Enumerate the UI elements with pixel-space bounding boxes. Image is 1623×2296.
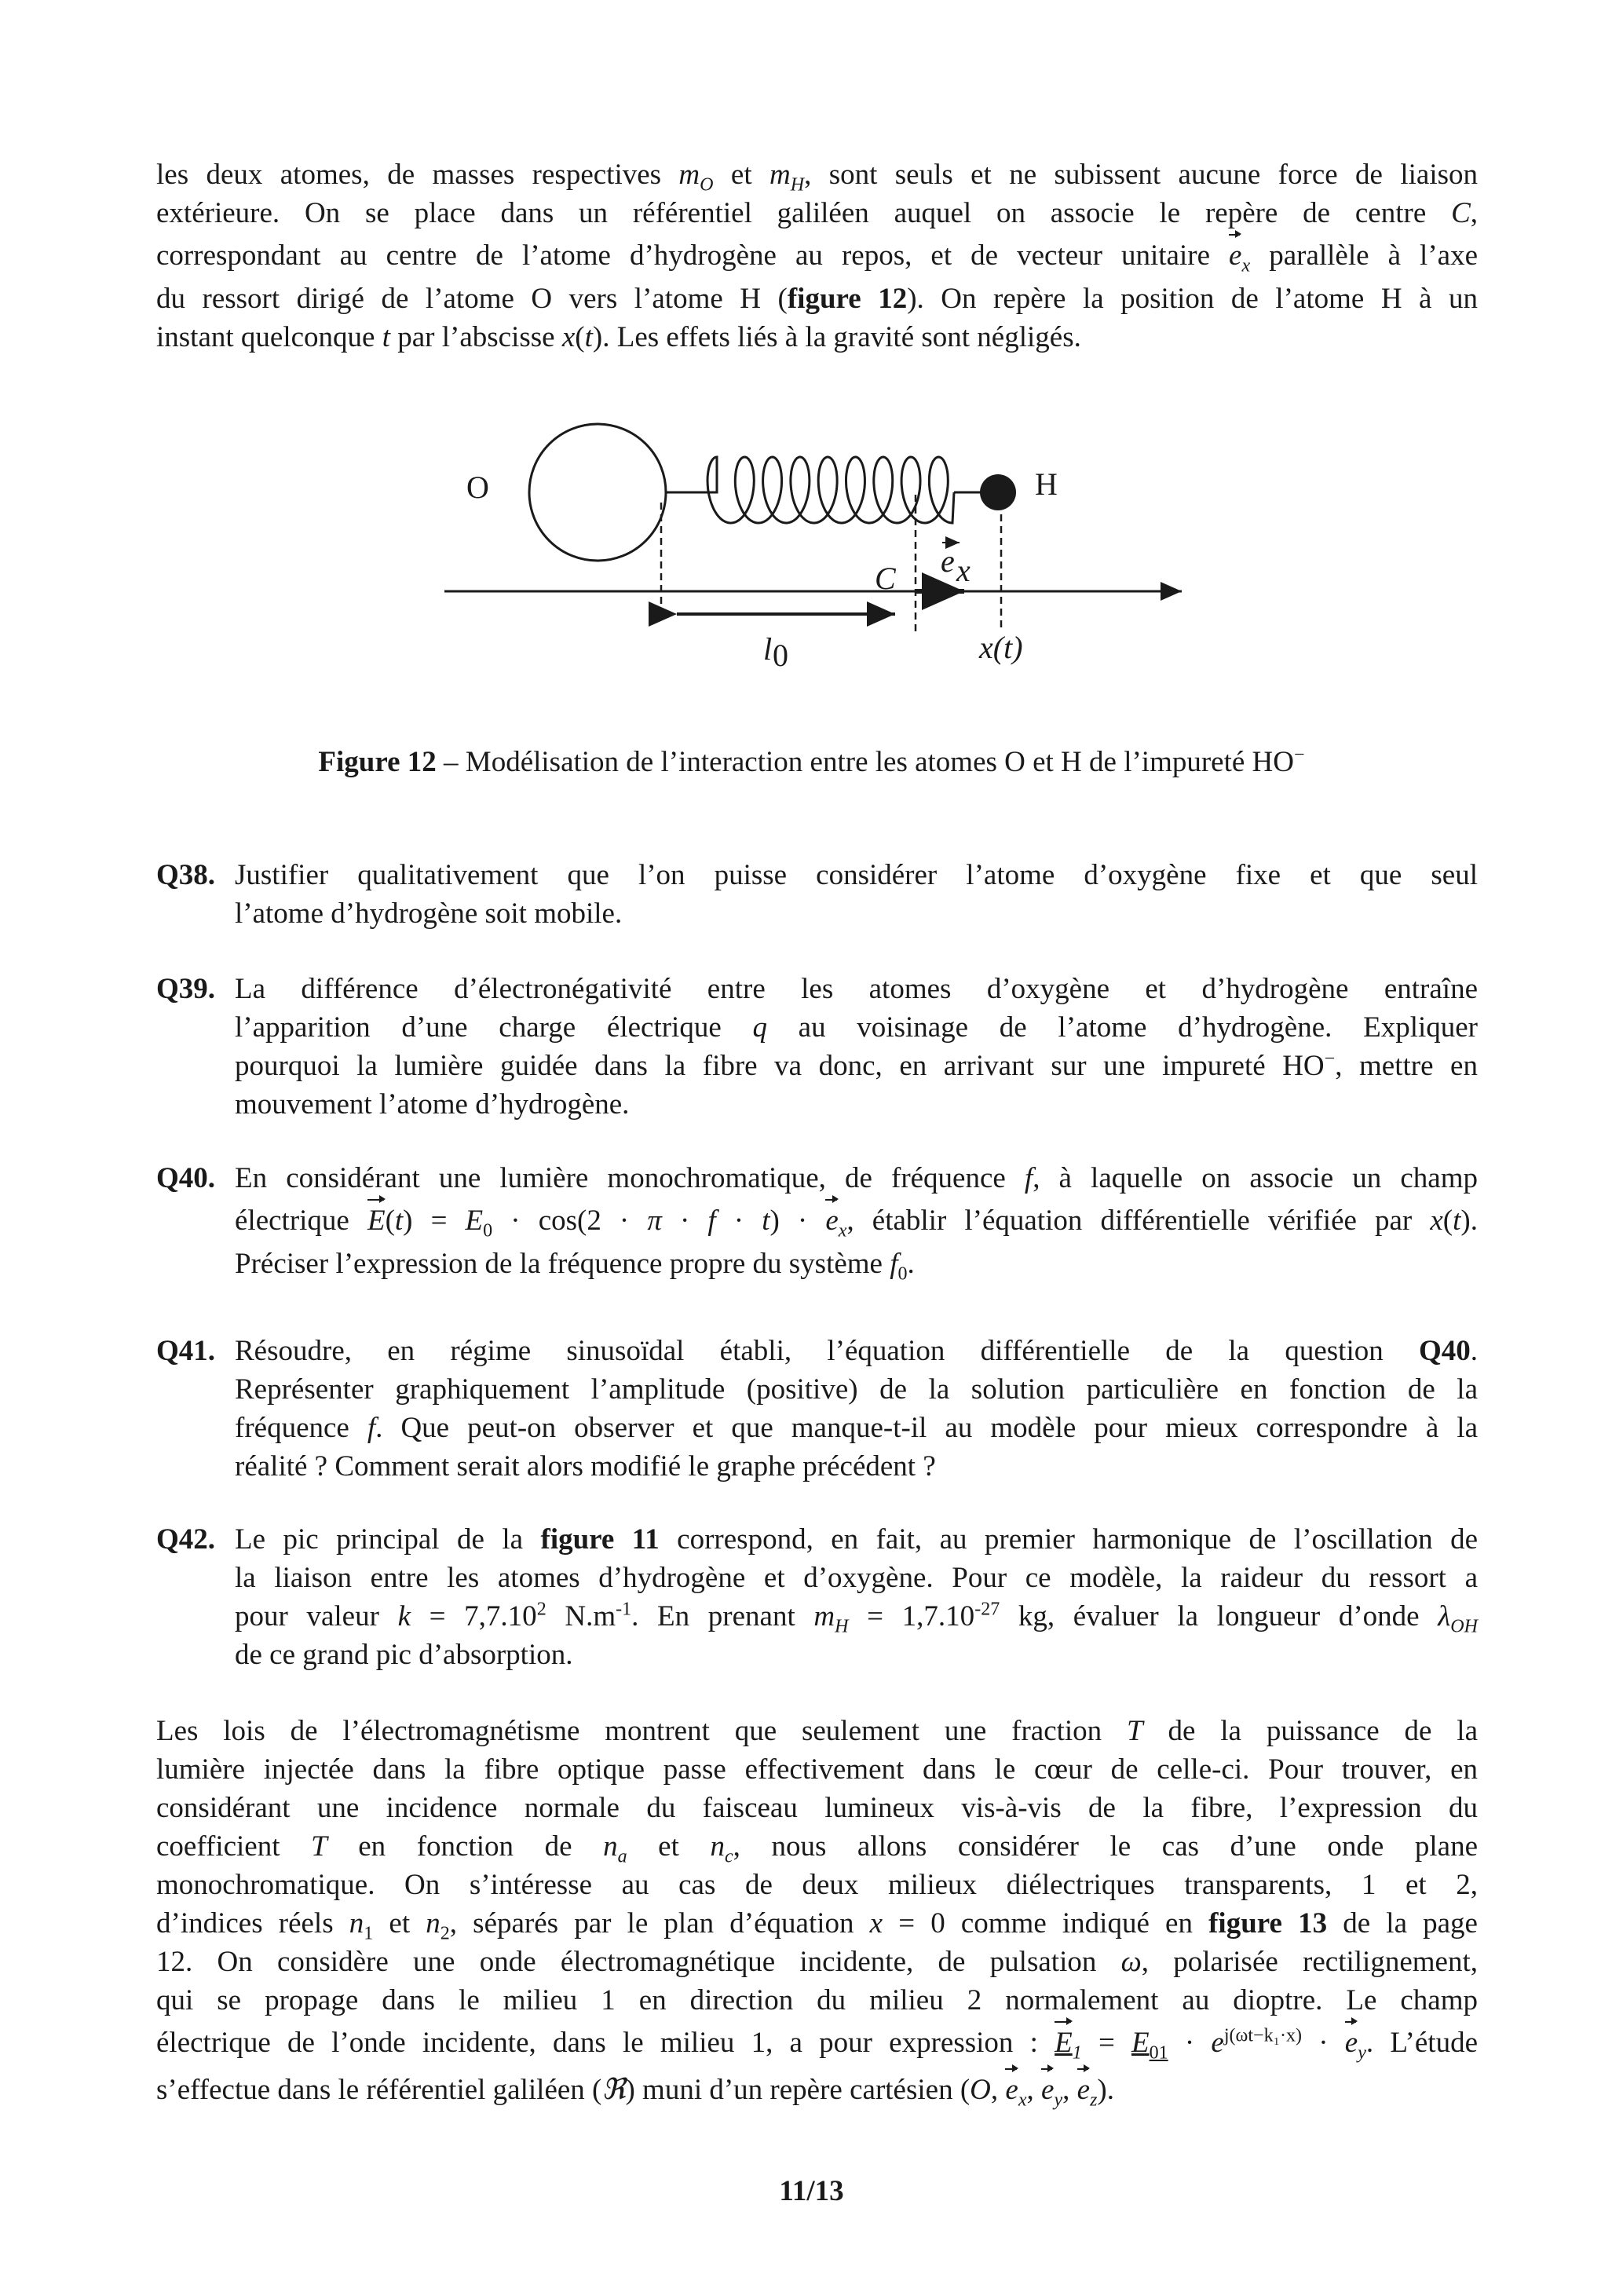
question-label: Q40.: [156, 1162, 216, 1194]
subscript: O: [700, 174, 714, 196]
superscript: -1: [616, 1599, 632, 1620]
italic-text: O: [970, 2074, 991, 2106]
text-run: = 0 comme indiqué en: [883, 1907, 1209, 1940]
question-text: [235, 970, 1478, 1124]
text-line: [235, 1520, 1478, 1559]
vector-subscript: x: [838, 1220, 847, 1241]
subscript: 2: [440, 1923, 450, 1944]
text-line: [235, 1409, 1478, 1447]
text-run: la liaison entre les atomes d’hydrogène et d’oxygène. Pour ce modèle, la raideur du ressort a: [235, 1562, 1478, 1594]
text-run: La différence d’électronégativité entre les atomes d’oxygène et d’hydrogène entraîne: [235, 973, 1478, 1005]
text-run: de la puissance de la: [1142, 1715, 1479, 1747]
oxygen-label: O: [466, 470, 489, 505]
italic-text: q: [752, 1011, 767, 1044]
text-run: pour valeur: [235, 1600, 398, 1632]
question-q41: [156, 1332, 1478, 1486]
vector-subscript: x: [1241, 255, 1251, 276]
vector-arrow-icon: e: [1345, 2020, 1358, 2067]
text-run: = 1,7.10: [848, 1600, 975, 1632]
text-run: Les lois de l’électromagnétisme montrent que seulement une fraction: [156, 1715, 1128, 1747]
text-run: du ressort dirigé de l’atome O vers l’atome H (: [156, 283, 788, 315]
subscript: H: [790, 174, 805, 196]
vector-symbol: [1055, 2027, 1082, 2064]
text-run: ·: [1168, 2027, 1212, 2059]
italic-text: f: [367, 1412, 376, 1444]
text-run: , sont seuls et ne subissent aucune force de liaison: [804, 159, 1478, 191]
text-run: ) =: [403, 1205, 466, 1237]
l0-label: l: [763, 631, 773, 667]
text-line: [235, 1636, 1478, 1674]
text-run: l’apparition d’une charge électrique: [235, 1011, 753, 1044]
subscript: c: [724, 1846, 733, 1867]
text-run: ). On repère la position de l’atome H à un: [907, 283, 1478, 315]
italic-text: n: [349, 1907, 364, 1940]
text-line: [235, 1447, 1478, 1486]
italic-text: m: [678, 159, 700, 191]
text-run: Justifier qualitativement que l’on puisse considérer l’atome d’oxygène fixe et que seul: [235, 859, 1478, 891]
text-run: ). Les effets liés à la gravité sont négligés.: [592, 321, 1081, 353]
italic-text: f: [1024, 1162, 1033, 1194]
text-line: [235, 1085, 1478, 1124]
bold-text: Figure 12: [318, 746, 437, 778]
text-line: [156, 1904, 1478, 1943]
vector-arrow-icon: e: [825, 1197, 838, 1245]
text-run: ·: [661, 1205, 708, 1237]
text-run: en fonction de: [327, 1830, 604, 1863]
italic-text: C: [1451, 197, 1471, 229]
italic-text: T: [1127, 1715, 1143, 1747]
text-line: [156, 1712, 1478, 1750]
italic-text: m: [813, 1600, 835, 1632]
italic-text: e: [1211, 2027, 1224, 2059]
text-run: au voisinage de l’atome d’hydrogène. Expliquer: [766, 1011, 1478, 1044]
text-run: (: [1442, 1205, 1453, 1237]
text-run: =: [1081, 2027, 1132, 2059]
italic-text: x: [561, 321, 576, 353]
text-line: [156, 1943, 1478, 1981]
superscript: −: [1324, 1048, 1336, 1069]
text-run: par l’abscisse: [390, 321, 562, 353]
figure-12-diagram: [0, 0, 1623, 707]
closing-paragraph: [156, 1712, 1478, 2114]
text-run: ,: [1062, 2074, 1077, 2106]
text-line: [235, 970, 1478, 1008]
text-line: [156, 1789, 1478, 1827]
text-line: [156, 1750, 1478, 1789]
italic-text: λ: [1438, 1600, 1451, 1632]
question-text: [235, 856, 1478, 933]
question-text: [235, 1159, 1478, 1283]
subscript: H: [835, 1616, 849, 1637]
vector-subscript: 1: [1072, 2042, 1082, 2064]
text-line: [235, 1159, 1478, 1197]
text-run: correspond, en fait, au premier harmonique de l’oscillation de: [659, 1523, 1478, 1556]
text-line: [235, 1245, 1478, 1283]
text-run: l’atome d’hydrogène soit mobile.: [235, 898, 623, 930]
vector-subscript: z: [1090, 2089, 1098, 2111]
text-run: ).: [1097, 2074, 1114, 2106]
vector-arrow-icon: e: [1005, 2067, 1018, 2114]
text-run: considérant une incidence normale du faisceau lumineux vis-à-vis de la fibre, l’expression du: [156, 1792, 1478, 1824]
vector-symbol: [1041, 2074, 1063, 2111]
vector-symbol: [1005, 2074, 1027, 2111]
ex-label: e: [941, 543, 955, 579]
text-run: . En prenant: [631, 1600, 814, 1632]
vector-arrow-icon: E: [367, 1197, 386, 1245]
subscript: 1: [364, 1923, 374, 1944]
bold-text: Q40: [1418, 1335, 1471, 1367]
text-run: ).: [1460, 1205, 1478, 1237]
question-text: [235, 1520, 1478, 1674]
italic-text: x: [869, 1907, 883, 1940]
text-line: [235, 1559, 1478, 1597]
text-run: qui se propage dans le milieu 1 en direction du milieu 2 normalement au dioptre. Le champ: [156, 1984, 1478, 2016]
text-run: 12. On considère une onde électromagnétique incidente, de pulsation: [156, 1946, 1121, 1978]
text-run: pourquoi la lumière guidée dans la fibre va donc, en arrivant sur une impureté HO: [235, 1050, 1325, 1082]
text-run: ) muni d’un repère cartésien (: [625, 2074, 971, 2106]
question-label: Q39.: [156, 973, 216, 1005]
text-run: .: [907, 1248, 915, 1280]
text-line: [235, 1597, 1478, 1636]
italic-text: ℜ: [601, 2074, 626, 2106]
italic-text: k: [397, 1600, 411, 1632]
bold-text: figure 13: [1208, 1907, 1328, 1940]
text-run: , séparés par le plan d’équation: [449, 1907, 870, 1940]
text-run: et: [627, 1830, 711, 1863]
superscript: −: [1294, 744, 1305, 766]
text-run: correspondant au centre de l’atome d’hydrogène au repos, et de vecteur unitaire: [156, 239, 1230, 272]
l0-subscript: 0: [773, 638, 788, 673]
superscript: -27: [974, 1599, 1000, 1620]
text-run: Préciser l’expression de la fréquence propre du système: [235, 1248, 890, 1280]
text-line: [156, 1866, 1478, 1904]
text-run: · cos(2 ·: [492, 1205, 648, 1237]
text-run: électrique de l’onde incidente, dans le milieu 1, a pour expression :: [156, 2027, 1055, 2059]
text-run: instant quelconque: [156, 321, 382, 353]
vector-arrow-icon: e: [1077, 2067, 1090, 2114]
question-text: [235, 1332, 1478, 1486]
text-run: de ce grand pic d’absorption.: [235, 1639, 573, 1671]
question-label: Q41.: [156, 1335, 216, 1367]
hydrogen-atom: [980, 474, 1016, 510]
spring: [707, 457, 954, 523]
text-run: Le pic principal de la: [235, 1523, 541, 1556]
subscript: 0: [483, 1220, 493, 1241]
italic-text: x: [1430, 1205, 1443, 1237]
text-run: lumière injectée dans la fibre optique passe effectivement dans le cœur de celle-ci. Pour trouver, en: [156, 1753, 1478, 1786]
underlined-symbol: E: [1131, 2027, 1150, 2059]
ex-subscript: x: [956, 553, 971, 588]
italic-text: m: [769, 159, 791, 191]
text-line: [156, 1981, 1478, 2020]
text-run: kg, évaluer la longueur d’onde: [1000, 1600, 1438, 1632]
vector-symbol: [367, 1205, 386, 1237]
text-run: , mettre en: [1335, 1050, 1478, 1082]
text-run: extérieure. On se place dans un référentiel galiléen auquel on associe le repère de centre: [156, 197, 1452, 229]
text-line: [156, 1827, 1478, 1866]
text-line: [235, 1197, 1478, 1245]
page-number: 11/13: [779, 2175, 844, 2207]
italic-text: E: [465, 1205, 484, 1237]
text-run: Représenter graphiquement l’amplitude (positive) de la solution particulière en fonction de la: [235, 1373, 1478, 1406]
question-q38: [156, 856, 1478, 933]
text-run: ,: [1470, 197, 1478, 229]
text-run: fréquence: [235, 1412, 367, 1444]
hydrogen-label: H: [1035, 466, 1058, 502]
text-line: [235, 1370, 1478, 1409]
vector-symbol: [825, 1205, 847, 1241]
text-run: d’indices réels: [156, 1907, 349, 1940]
italic-text: ω: [1120, 1946, 1142, 1978]
text-run: , établir l’équation différentielle vérifiée par: [846, 1205, 1431, 1237]
vector-arrow-icon: e: [1041, 2067, 1054, 2114]
italic-text: π: [647, 1205, 662, 1237]
italic-text: n: [603, 1830, 618, 1863]
text-run: ·: [1302, 2027, 1345, 2059]
text-run: ) ·: [769, 1205, 826, 1237]
text-line: [235, 856, 1478, 894]
text-run: ,: [1026, 2074, 1041, 2106]
vector-subscript: y: [1358, 2042, 1366, 2064]
text-run: , nous allons considérer le cas d’une onde plane: [733, 1830, 1478, 1863]
text-run: mouvement l’atome d’hydrogène.: [235, 1088, 630, 1121]
xt-label: x(t): [979, 630, 1023, 665]
oxygen-atom: [529, 424, 666, 561]
bold-text: figure 11: [540, 1523, 660, 1556]
italic-text: t: [1453, 1205, 1461, 1237]
vector-arrow-icon: e: [1229, 232, 1241, 280]
italic-text: t: [762, 1205, 770, 1237]
text-run: ,: [990, 2074, 1006, 2106]
text-line: [235, 1008, 1478, 1047]
question-q40: [156, 1159, 1478, 1283]
text-line: [156, 2067, 1478, 2114]
italic-text: n: [426, 1907, 440, 1940]
italic-text: t: [394, 1205, 404, 1237]
text-run: – Modélisation de l’interaction entre les atomes O et H de l’impureté HO: [436, 746, 1295, 778]
text-run: En considérant une lumière monochromatique, de fréquence: [235, 1162, 1025, 1194]
text-run: s’effectue dans le référentiel galiléen (: [156, 2074, 602, 2106]
text-run: . Que peut-on observer et que manque-t-il au modèle pour mieux correspondre à la: [375, 1412, 1478, 1444]
text-run: (: [575, 321, 585, 353]
subscript: a: [617, 1846, 627, 1867]
text-line: [235, 1047, 1478, 1085]
subscript: 01: [1149, 2042, 1168, 2064]
question-label: Q42.: [156, 1523, 216, 1556]
italic-text: t: [382, 321, 390, 353]
italic-text: t: [584, 321, 593, 353]
italic-text: T: [311, 1830, 327, 1863]
text-run: monochromatique. On s’intéresse au cas de deux milieux diélectriques transparents, 1 et 2,: [156, 1869, 1478, 1901]
text-run: coefficient: [156, 1830, 312, 1863]
text-run: et: [713, 159, 769, 191]
text-line: [235, 894, 1478, 933]
text-run: N.m: [546, 1600, 616, 1632]
question-q42: [156, 1520, 1478, 1674]
bold-text: figure 12: [787, 283, 908, 315]
text-run: (: [385, 1205, 395, 1237]
text-run: parallèle à l’axe: [1250, 239, 1478, 272]
text-run: électrique: [235, 1205, 367, 1237]
question-q39: [156, 970, 1478, 1124]
text-run: . L’étude: [1365, 2027, 1478, 2059]
text-run: = 7,7.10: [411, 1600, 537, 1632]
vector-arrow-icon: E: [1055, 2020, 1073, 2067]
text-run: réalité ? Comment serait alors modifié le graphe précédent ?: [235, 1450, 936, 1483]
subscript: 0: [897, 1263, 908, 1285]
vector-symbol: [1077, 2074, 1098, 2111]
question-label: Q38.: [156, 859, 216, 891]
c-label: C: [875, 561, 896, 596]
text-run: de la page: [1327, 1907, 1478, 1940]
subscript: OH: [1450, 1616, 1478, 1637]
vector-subscript: x: [1018, 2089, 1027, 2111]
figure-caption: [0, 743, 1623, 781]
text-run: les deux atomes, de masses respectives: [156, 159, 679, 191]
text-run: et: [373, 1907, 426, 1940]
superscript: j(ωt−k₁·x): [1223, 2025, 1303, 2046]
text-line: [235, 1332, 1478, 1370]
italic-text: f: [707, 1205, 716, 1237]
text-run: ·: [715, 1205, 762, 1237]
vector-subscript: y: [1054, 2089, 1063, 2111]
text-run: Résoudre, en régime sinusoïdal établi, l’équation différentielle de la question: [235, 1335, 1419, 1367]
text-run: .: [1470, 1335, 1478, 1367]
superscript: 2: [536, 1599, 546, 1620]
text-run: , à laquelle on associe un champ: [1033, 1162, 1478, 1194]
vector-symbol: [1344, 2027, 1366, 2064]
italic-text: n: [710, 1830, 725, 1863]
italic-text: f: [890, 1248, 898, 1280]
text-line: [156, 2020, 1478, 2067]
text-run: , polarisée rectilignement,: [1141, 1946, 1478, 1978]
